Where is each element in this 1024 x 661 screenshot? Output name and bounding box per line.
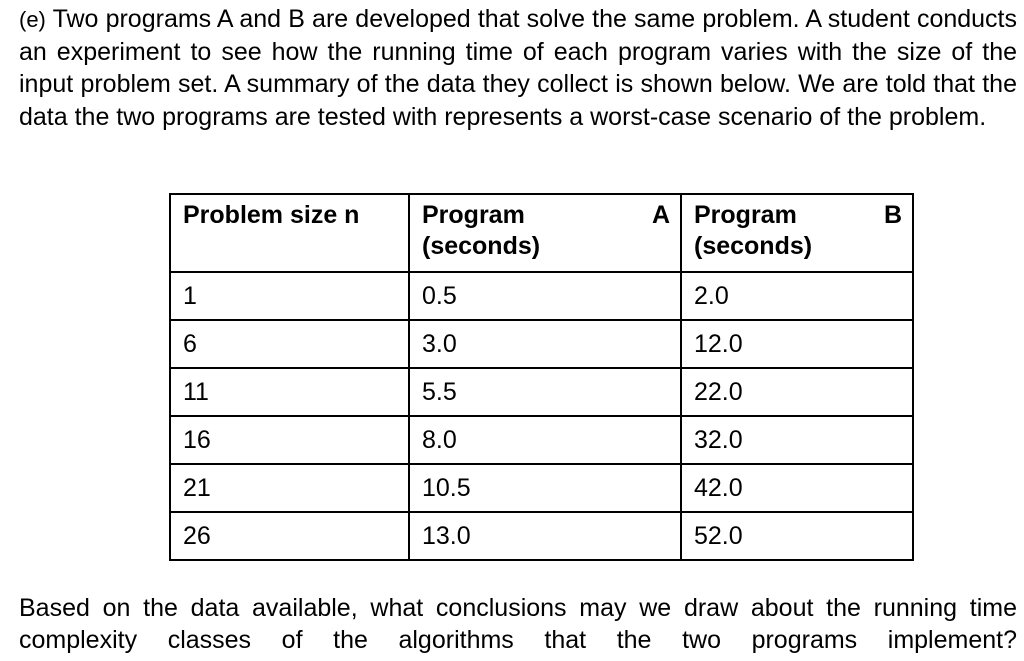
cell-problem-size: 6 — [170, 320, 409, 368]
cell-program-b: 42.0 — [681, 464, 913, 512]
table-header-row — [170, 194, 913, 272]
header-program-a-unit: (seconds) — [422, 232, 541, 260]
table-row — [170, 416, 913, 464]
header-program-b-unit: (seconds) — [694, 232, 813, 260]
header-program-a — [409, 194, 681, 272]
cell-problem-size: 26 — [170, 512, 409, 560]
question-intro — [19, 3, 1017, 133]
question-intro-text: Two programs A and B are developed that solve the same problem. A student conducts an experiment to see how the running time of each program varies with the size of the input problem set. A summary of the data they collect is shown below. We are told that the data the two programs are tested with represents a worst-case scenario of the problem. — [19, 5, 1018, 131]
table-row — [170, 464, 913, 512]
table-row — [170, 272, 913, 320]
cell-program-a: 5.5 — [409, 368, 681, 416]
cell-problem-size: 1 — [170, 272, 409, 320]
cell-program-b: 32.0 — [681, 416, 913, 464]
header-problem-size: Problem size n — [170, 194, 409, 272]
table-row — [170, 512, 913, 560]
cell-program-a: 8.0 — [409, 416, 681, 464]
question-prompt: Based on the data available, what conclusions may we draw about the running time complexity classes of the algorithms that the two programs implement? — [19, 594, 1017, 655]
data-table — [169, 193, 914, 561]
question-label: (e) — [19, 7, 46, 32]
header-program-b-word: Program — [694, 201, 797, 229]
header-program-a-letter: A — [651, 201, 670, 229]
cell-program-a: 10.5 — [409, 464, 681, 512]
header-program-a-word: Program — [422, 201, 525, 229]
cell-program-a: 0.5 — [409, 272, 681, 320]
cell-problem-size: 11 — [170, 368, 409, 416]
header-program-b-letter: B — [883, 201, 902, 229]
cell-program-b: 2.0 — [681, 272, 913, 320]
cell-program-b: 52.0 — [681, 512, 913, 560]
cell-program-a: 3.0 — [409, 320, 681, 368]
header-program-b — [681, 194, 913, 272]
table-row — [170, 368, 913, 416]
cell-program-a: 13.0 — [409, 512, 681, 560]
cell-problem-size: 16 — [170, 416, 409, 464]
cell-problem-size: 21 — [170, 464, 409, 512]
table-row — [170, 320, 913, 368]
cell-program-b: 22.0 — [681, 368, 913, 416]
cell-program-b: 12.0 — [681, 320, 913, 368]
